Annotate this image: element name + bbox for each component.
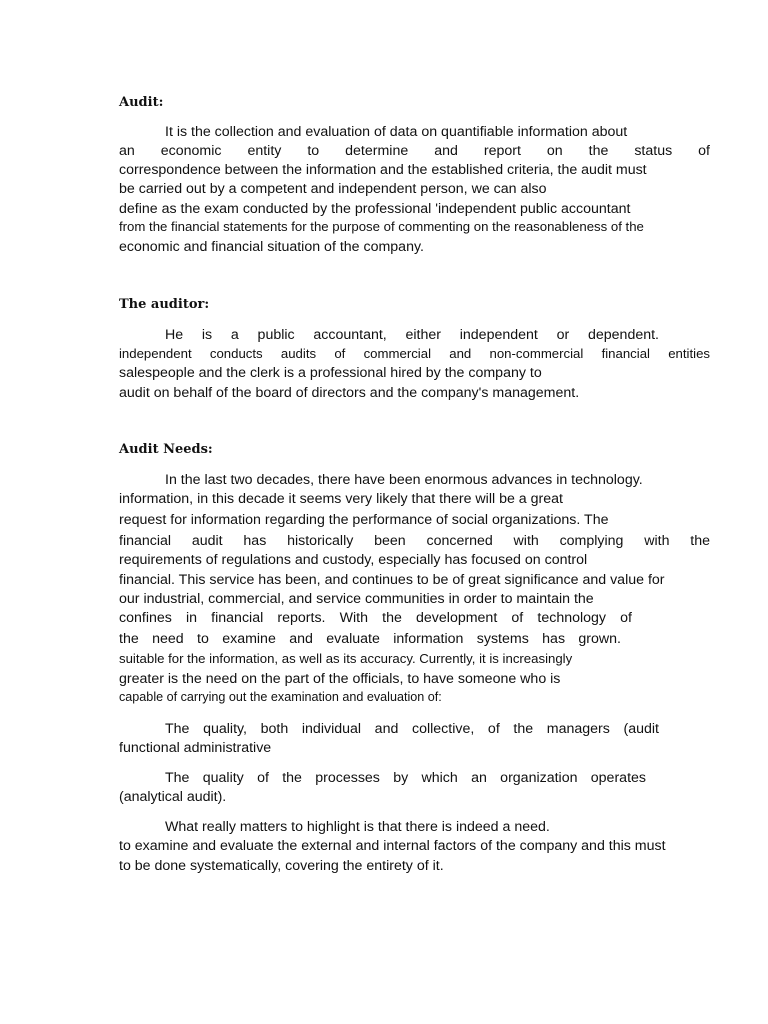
paragraph-line: greater is the need on the part of the officials, to have someone who is [119, 671, 561, 687]
paragraph-line: economic and financial situation of the company. [119, 239, 424, 255]
paragraph-line: salespeople and the clerk is a professional hired by the company to [119, 365, 542, 381]
item-line: (analytical audit). [119, 789, 227, 805]
paragraph-line: capable of carrying out the examination and evaluation of: [119, 690, 442, 704]
item-line: to be done systematically, covering the entirety of it. [119, 858, 444, 874]
paragraph-line: He is a public accountant, either independent or dependent. [165, 327, 659, 343]
section-heading-auditor: The auditor: [119, 297, 210, 312]
paragraph-line: It is the collection and evaluation of data on quantifiable information about [165, 124, 628, 140]
paragraph-line: request for information regarding the performance of social organizations. The [119, 512, 609, 528]
section-heading-audit-needs: Audit Needs: [119, 442, 213, 457]
paragraph-line: define as the exam conducted by the professional 'independent public accountant [119, 201, 631, 217]
paragraph-line: In the last two decades, there have been enormous advances in technology. [165, 472, 643, 488]
paragraph-line: suitable for the information, as well as its accuracy. Currently, it is increasingly [119, 651, 573, 666]
paragraph-line: our industrial, commercial, and service communities in order to maintain the [119, 591, 594, 607]
paragraph-line: the need to examine and evaluate information systems has grown. [119, 631, 621, 647]
paragraph-line: an economic entity to determine and report on the status of [119, 143, 710, 159]
paragraph-line: audit on behalf of the board of directors and the company's management. [119, 385, 580, 401]
paragraph-line: financial audit has historically been concerned with complying with the [119, 533, 710, 549]
paragraph-line: requirements of regulations and custody, especially has focused on control [119, 552, 588, 568]
paragraph-line: confines in financial reports. With the development of technology of [119, 610, 632, 626]
item-line: functional administrative [119, 740, 272, 756]
paragraph-line: financial. This service has been, and continues to be of great significance and value for [119, 572, 665, 588]
paragraph-line: from the financial statements for the purpose of commenting on the reasonableness of the [119, 219, 644, 234]
item-line: The quality of the processes by which an organization operates [165, 770, 646, 786]
paragraph-line: correspondence between the information and the established criteria, the audit must [119, 162, 647, 178]
item-line: to examine and evaluate the external and internal factors of the company and this must [119, 838, 666, 854]
paragraph-line: information, in this decade it seems very likely that there will be a great [119, 491, 563, 507]
paragraph-line: be carried out by a competent and independent person, we can also [119, 181, 547, 197]
item-line: The quality, both individual and collective, of the managers (audit [165, 721, 659, 737]
paragraph-line: independent conducts audits of commercial and non-commercial financial entities [119, 346, 710, 361]
item-line: What really matters to highlight is that there is indeed a need. [165, 819, 550, 835]
section-heading-audit: Audit: [119, 95, 164, 110]
